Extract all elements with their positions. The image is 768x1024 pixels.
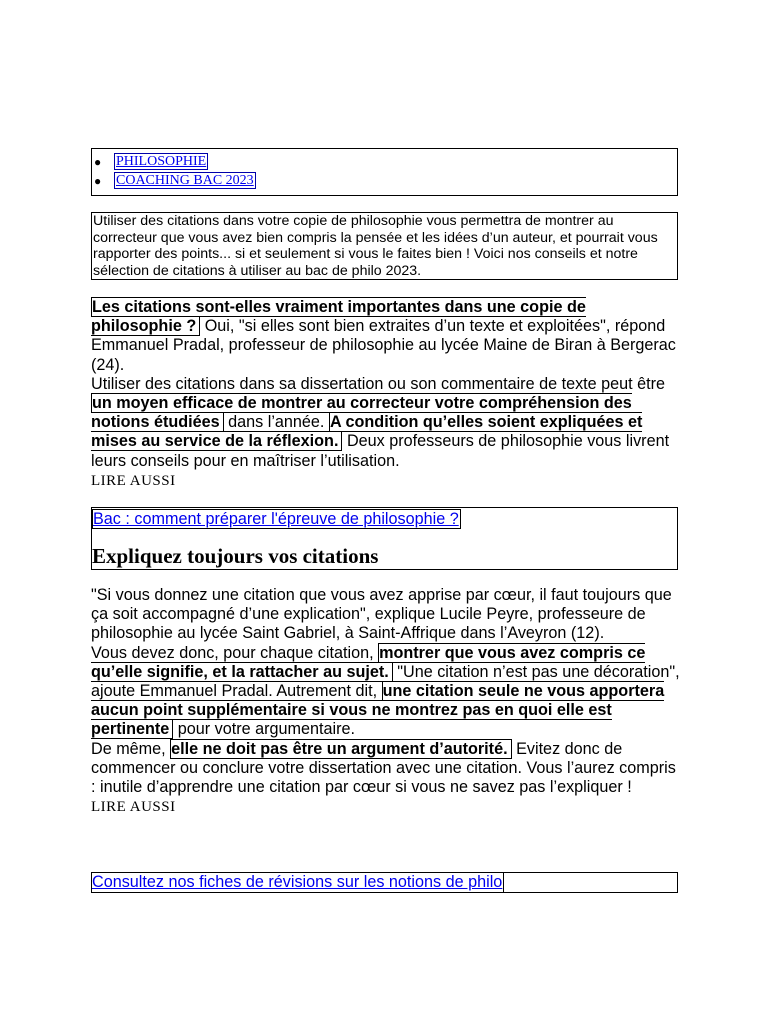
text-span: "Si vous donnez une citation que vous avez apprise par cœur, il faut toujours que ça soit accompagné d’une explication", explique Lucile Peyre, professeure de philosophie au lycée Saint Gabriel, à Saint-Affrique dans l’Aveyron (12). bbox=[91, 586, 672, 643]
bullet-icon: ● bbox=[94, 155, 102, 169]
bold-highlight: A condition qu’elles soient expliquées et mises au service de la réflexion. bbox=[91, 413, 643, 451]
section2-paragraph bbox=[91, 586, 681, 817]
related-article-link[interactable]: Bac : comment préparer l'épreuve de philosophie ? bbox=[93, 510, 459, 528]
nav-link-philosophie[interactable]: PHILOSOPHIE bbox=[116, 154, 207, 169]
nav-item-philosophie bbox=[94, 154, 208, 170]
bold-highlight: elle ne doit pas être un argument d’autorité. bbox=[170, 739, 511, 759]
lire-aussi-label: LIRE AUSSI bbox=[91, 799, 176, 816]
bullet-icon: ● bbox=[94, 174, 102, 188]
text-span: pour votre argumentaire. bbox=[173, 720, 356, 739]
bold-question: Les citations sont-elles vraiment importantes dans une copie de philosophie ? bbox=[91, 298, 586, 336]
nav-menu bbox=[91, 148, 678, 196]
nav-item-coaching-bac bbox=[94, 173, 256, 189]
text-span: Deux professeurs de philosophie vous livrent leurs conseils pour en maîtriser l’utilisation. bbox=[91, 432, 670, 470]
section1-paragraph bbox=[91, 298, 681, 491]
text-span: De même, bbox=[91, 739, 171, 758]
related-link-box bbox=[91, 872, 678, 893]
text-span: Utiliser des citations dans sa dissertation ou son commentaire de texte peut être bbox=[91, 374, 666, 393]
text-span: Oui, "si elles sont bien extraites d’un texte et exploitées", répond Emmanuel Pradal, professeur de philosophie au lycée Maine de Biran à Bergerac (24). bbox=[91, 317, 676, 374]
text-span: Vous devez donc, pour chaque citation, bbox=[91, 643, 379, 662]
text-span: "Une citation n’est pas une décoration", ajoute Emmanuel Pradal. Autrement dit, bbox=[91, 662, 680, 701]
intro-paragraph: Utiliser des citations dans votre copie de philosophie vous permettra de montrer au correcteur que vous avez bien compris la pensée et les idées d’un auteur, et pourrait vous rapporter des points... si et seulement si vous le faites bien ! Voici nos conseils et notre sélection de citations à utiliser au bac de philo 2023. bbox=[91, 212, 678, 280]
lire-aussi-label: LIRE AUSSI bbox=[91, 472, 176, 489]
bold-highlight: un moyen efficace de montrer au correcteur votre compréhension des notions étudiées bbox=[91, 394, 632, 432]
text-span: dans l’année. bbox=[223, 413, 329, 432]
bold-highlight: montrer que vous avez compris ce qu’elle signifie, et la rattacher au sujet. bbox=[91, 643, 646, 681]
related-link-box bbox=[91, 507, 678, 570]
nav-link-coaching-bac[interactable]: COACHING BAC 2023 bbox=[116, 173, 254, 188]
bold-highlight: une citation seule ne vous apportera aucun point supplémentaire si vous ne montrez pas en quoi elle est pertinente bbox=[91, 682, 665, 739]
section-heading: Expliquez toujours vos citations bbox=[92, 544, 379, 568]
revision-sheets-link[interactable]: Consultez nos fiches de révisions sur les notions de philo bbox=[92, 873, 503, 891]
text-span: Evitez donc de commencer ou conclure votre dissertation avec une citation. Vous l’aurez compris : inutile d’apprendre une citation par cœur si vous ne savez pas l’expliquer ! bbox=[91, 739, 676, 797]
